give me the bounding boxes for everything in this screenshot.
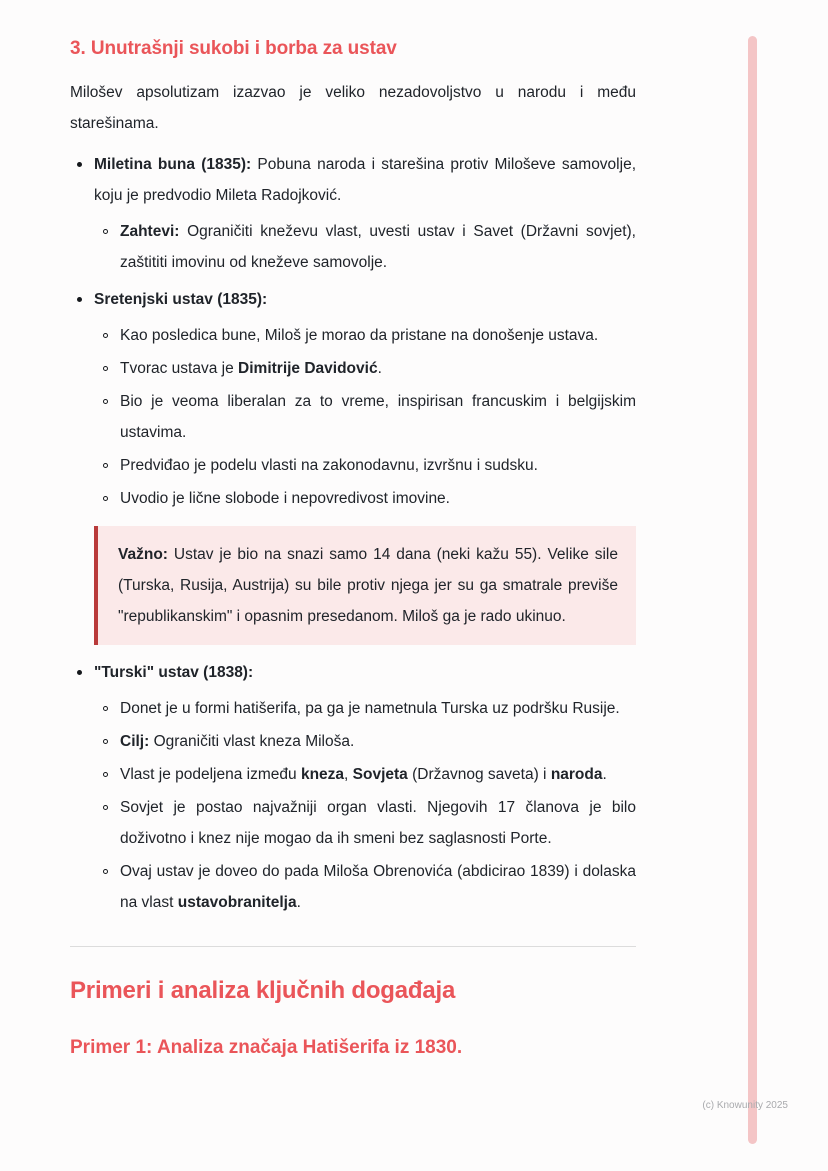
sub-list-miletina (94, 216, 636, 278)
list-item-text: Zahtevi: Ograničiti kneževu vlast, uvesti ustav i Savet (Državni sovjet), zaštititi imovinu od kneževe samovolje. (120, 223, 636, 271)
bullet-disc-icon (77, 297, 82, 302)
copyright-note: (c) Knowunity 2025 (702, 1100, 788, 1111)
list-item-licne-slobode (94, 483, 636, 514)
section-heading: 3. Unutrašnji sukobi i borba za ustav (70, 38, 397, 59)
list-item-sovjet-organ (94, 792, 636, 854)
bullet-circle-icon (103, 366, 108, 371)
list-item-pad-milosa (94, 856, 636, 918)
list-item-tvorac-ustava (94, 353, 636, 384)
topic-list (70, 149, 636, 918)
list-item-sretenjski-ustav (70, 284, 636, 645)
bullet-circle-icon (103, 333, 108, 338)
list-item-cilj (94, 726, 636, 757)
list-item-posledica-bune (94, 320, 636, 351)
page-edge-ribbon (748, 36, 757, 1144)
list-item-text: Miletina buna (1835): Pobuna naroda i starešina protiv Miloševe samovolje, koju je predvodio Mileta Radojković. (94, 156, 636, 204)
bullet-circle-icon (103, 399, 108, 404)
list-item-text: Sretenjski ustav (1835): (94, 291, 268, 308)
list-item-text: Kao posledica bune, Miloš je morao da pristane na donošenje ustava. (120, 327, 599, 344)
list-item-text: Uvodio je lične slobode i nepovredivost imovine. (120, 490, 450, 507)
list-item-turski-ustav (70, 657, 636, 918)
list-item-text: Donet je u formi hatišerifa, pa ga je nametnula Turska uz podršku Rusije. (120, 700, 620, 717)
list-item-zahtevi (94, 216, 636, 278)
bullet-circle-icon (103, 869, 108, 874)
important-callout (94, 526, 636, 645)
example1-heading: Primer 1: Analiza značaja Hatišerifa iz 1830. (70, 1037, 463, 1058)
sub-list-sretenjski (94, 320, 636, 514)
list-item-text: Bio je veoma liberalan za to vreme, inspirisan francuskim i belgijskim ustavima. (120, 393, 636, 441)
bullet-circle-icon (103, 772, 108, 777)
list-item-miletina-buna (70, 149, 636, 278)
notes-content (70, 38, 636, 1059)
bullet-circle-icon (103, 229, 108, 234)
bullet-circle-icon (103, 706, 108, 711)
list-item-text: Predviđao je podelu vlasti na zakonodavnu, izvršnu i sudsku. (120, 457, 538, 474)
list-item-podela-izmedju (94, 759, 636, 790)
list-item-text: Cilj: Ograničiti vlast kneza Miloša. (120, 733, 355, 750)
bullet-disc-icon (77, 670, 82, 675)
list-item-text: Vlast je podeljena između kneza, Sovjeta (Državnog saveta) i naroda. (120, 766, 607, 783)
list-item-text: Ovaj ustav je doveo do pada Miloša Obrenovića (abdicirao 1839) i dolaska na vlast ustavobranitelja. (120, 863, 636, 911)
bullet-circle-icon (103, 496, 108, 501)
callout-text: Važno: Ustav je bio na snazi samo 14 dana (neki kažu 55). Velike sile (Turska, Rusija, Austrija) su bile protiv njega jer su ga smatrale previše "republikanskim" i opasnim presedanom. Miloš ga je rado ukinuo. (118, 546, 618, 625)
sub-list-turski (94, 693, 636, 918)
list-item-liberalan (94, 386, 636, 448)
list-item-text: "Turski" ustav (1838): (94, 664, 254, 681)
list-item-podela-vlasti (94, 450, 636, 481)
bullet-circle-icon (103, 463, 108, 468)
bullet-circle-icon (103, 739, 108, 744)
examples-heading: Primeri i analiza ključnih događaja (70, 977, 456, 1004)
bullet-circle-icon (103, 805, 108, 810)
bullet-disc-icon (77, 162, 82, 167)
list-item-hatiserif-forma (94, 693, 636, 724)
list-item-text: Sovjet je postao najvažniji organ vlasti. Njegovih 17 članova je bilo doživotno i knez nije mogao da ih smeni bez saglasnosti Porte. (120, 799, 636, 847)
intro-paragraph: Milošev apsolutizam izazvao je veliko nezadovoljstvo u narodu i među starešinama. (70, 84, 636, 132)
section-divider (70, 946, 636, 947)
list-item-text: Tvorac ustava je Dimitrije Davidović. (120, 360, 382, 377)
